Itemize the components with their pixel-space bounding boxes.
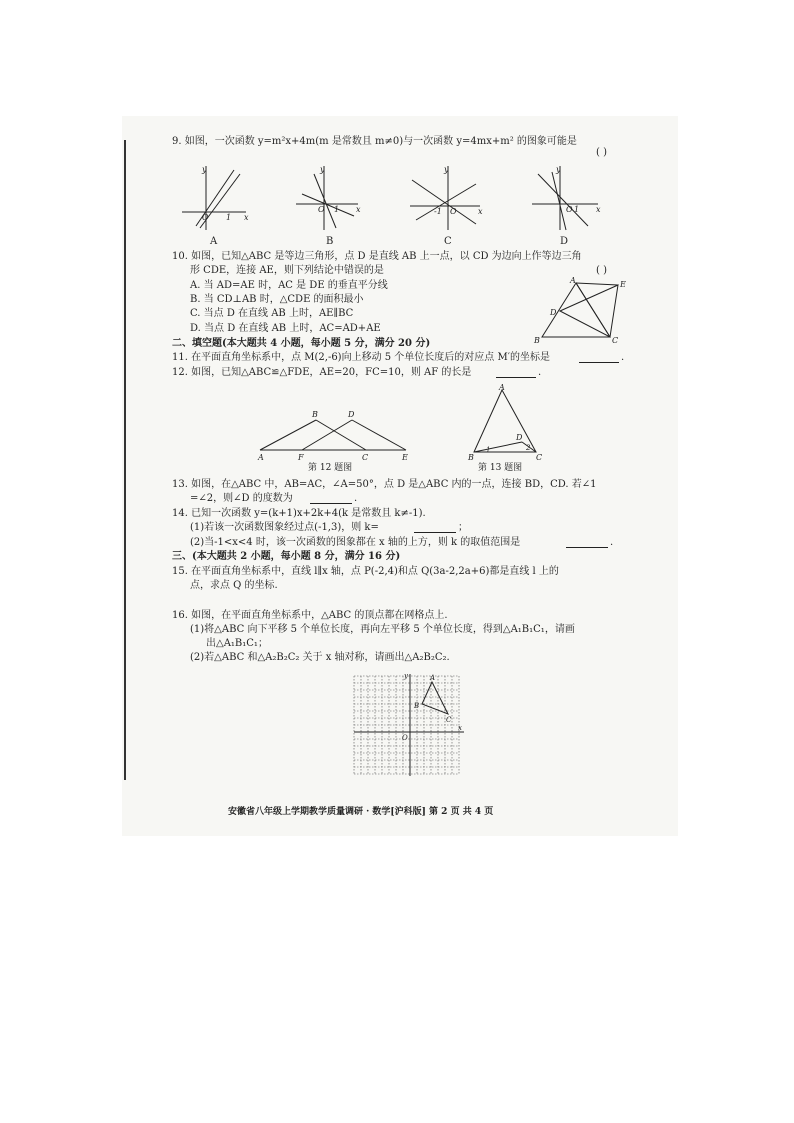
svg-text:B: B (534, 336, 540, 345)
q14-part2-blank[interactable] (566, 547, 608, 548)
svg-text:C: C (446, 716, 452, 724)
q9-graph-c (410, 166, 480, 230)
svg-text:1: 1 (334, 205, 340, 214)
q16-coordinate-grid[interactable] (352, 670, 468, 780)
q14-part1-blank[interactable] (414, 532, 456, 533)
svg-text:O: O (202, 213, 209, 222)
svg-text:x: x (356, 205, 361, 214)
q10-option-c: C. 当点 D 在直线 AB 上时，AE∥BC (190, 308, 354, 319)
svg-text:x: x (596, 205, 601, 214)
svg-text:D: D (348, 410, 355, 419)
svg-text:-1: -1 (434, 207, 442, 216)
q14-part2: (2)当-1<x<4 时，该一次函数的图象都在 x 轴的上方，则 k 的取值范围是 (190, 537, 521, 548)
svg-text:F: F (298, 453, 304, 462)
q9-graph-d (532, 166, 598, 230)
svg-text:A: A (258, 453, 264, 462)
svg-text:y: y (202, 165, 207, 174)
svg-text:1: 1 (226, 213, 232, 222)
triangle-abc (422, 682, 448, 714)
q10-stem-line2: 形 CDE，连接 AE，则下列结论中错误的是 (190, 265, 384, 276)
q9-option-c: C (444, 236, 452, 246)
q13-line2: =∠2，则∠D 的度数为 (190, 493, 293, 504)
svg-text:1: 1 (574, 205, 580, 214)
svg-text:第 13 题图: 第 13 题图 (478, 463, 523, 473)
svg-text:2: 2 (526, 444, 531, 452)
q16-part1b: 出△A₁B₁C₁； (206, 638, 268, 649)
svg-text:O: O (318, 205, 325, 214)
section-3-heading: 三、(本大题共 2 小题，每小题 8 分，满分 16 分) (172, 551, 401, 562)
binding-line (124, 140, 126, 780)
svg-text:O: O (450, 207, 457, 216)
q12-end: . (538, 367, 542, 378)
svg-text:B: B (312, 410, 318, 419)
svg-text:A: A (430, 674, 436, 682)
svg-text:O: O (566, 205, 573, 214)
q9-option-b: B (326, 236, 334, 246)
svg-text:D: D (550, 308, 557, 317)
q10-stem-line1: 10. 如图，已知△ABC 是等边三角形，点 D 是直线 AB 上一点，以 CD 为边向上作等边三角 (172, 251, 582, 262)
q13-end: . (354, 493, 358, 504)
q12-answer-blank[interactable] (496, 377, 536, 378)
svg-text:A: A (499, 383, 505, 392)
svg-text:x: x (458, 724, 462, 732)
q9-option-d: D (560, 236, 569, 246)
q13-answer-blank[interactable] (310, 503, 352, 504)
q16-stem: 16. 如图，在平面直角坐标系中，△ABC 的顶点都在网格点上. (172, 610, 448, 621)
svg-text:A: A (570, 276, 576, 285)
svg-text:E: E (402, 453, 408, 462)
q9-graph-a (182, 166, 246, 230)
q9-graphs (176, 160, 616, 246)
svg-text:y: y (320, 165, 325, 174)
q11-text: 11. 在平面直角坐标系中，点 M(2,-6)向上移动 5 个单位长度后的对应点 M′的坐标是 (172, 352, 550, 363)
q14-part2-end: . (610, 537, 614, 548)
q9-option-a: A (210, 236, 218, 246)
svg-text:y: y (444, 165, 449, 174)
q9-graph-b (296, 166, 358, 230)
svg-text:B: B (414, 702, 420, 710)
q15-line2: 点，求点 Q 的坐标. (190, 580, 278, 591)
svg-text:1: 1 (486, 446, 491, 454)
q10-option-d: D. 当点 D 在直线 AB 上时，AC=AD+AE (190, 323, 381, 334)
q9-paren: ( ) (596, 147, 607, 158)
q14-stem: 14. 已知一次函数 y=(k+1)x+2k+4(k 是常数且 k≠-1). (172, 508, 426, 519)
q14-part1-end: ； (458, 522, 468, 533)
q9-stem: 9. 如图，一次函数 y=m²x+4m(m 是常数且 m≠0)与一次函数 y=4mx+m² 的图象可能是 (172, 136, 577, 147)
q11-answer-blank[interactable] (579, 362, 619, 363)
svg-text:第 12 题图: 第 12 题图 (308, 463, 353, 473)
q15-line1: 15. 在平面直角坐标系中，直线 l∥x 轴，点 P(-2,4)和点 Q(3a-2,2a+6)都是直线 l 上的 (172, 566, 559, 577)
svg-text:O: O (402, 734, 408, 742)
fig12 (254, 406, 414, 474)
svg-text:C: C (536, 453, 543, 462)
svg-text:E: E (620, 280, 626, 289)
svg-text:C: C (612, 336, 619, 345)
q11-end: . (621, 352, 625, 363)
q16-part2: (2)若△ABC 和△A₂B₂C₂ 关于 x 轴对称，请画出△A₂B₂C₂. (190, 652, 450, 663)
q13-line1: 13. 如图，在△ABC 中，AB=AC，∠A=50°，点 D 是△ABC 内的一点，连接 BD，CD. 若∠1 (172, 479, 597, 490)
q12-text: 12. 如图，已知△ABC≌△FDE，AE=20，FC=10，则 AF 的长是 (172, 367, 472, 378)
q10-figure (530, 275, 634, 347)
section-2-heading: 二、填空题(本大题共 4 小题，每小题 5 分，满分 20 分) (172, 338, 431, 349)
q10-option-a: A. 当 AD=AE 时，AC 是 DE 的垂直平分线 (190, 280, 388, 291)
q16-part1a: (1)将△ABC 向下平移 5 个单位长度，再向左平移 5 个单位长度，得到△A₁B₁C₁，请画 (190, 624, 575, 635)
svg-text:C: C (362, 453, 369, 462)
q10-option-b: B. 当 CD⊥AB 时，△CDE 的面积最小 (190, 294, 364, 305)
q10-paren: ( ) (596, 265, 607, 276)
svg-text:B: B (468, 453, 474, 462)
svg-text:D: D (516, 433, 523, 442)
fig13 (464, 382, 554, 474)
q14-part1: (1)若该一次函数图象经过点(-1,3)，则 k= (190, 522, 379, 533)
svg-text:x: x (244, 213, 249, 222)
svg-text:y: y (404, 672, 408, 680)
svg-text:x: x (478, 207, 483, 216)
svg-text:y: y (556, 165, 561, 174)
page-footer: 安徽省八年级上学期教学质量调研 · 数学[沪科版] 第 2 页 共 4 页 (228, 807, 494, 817)
